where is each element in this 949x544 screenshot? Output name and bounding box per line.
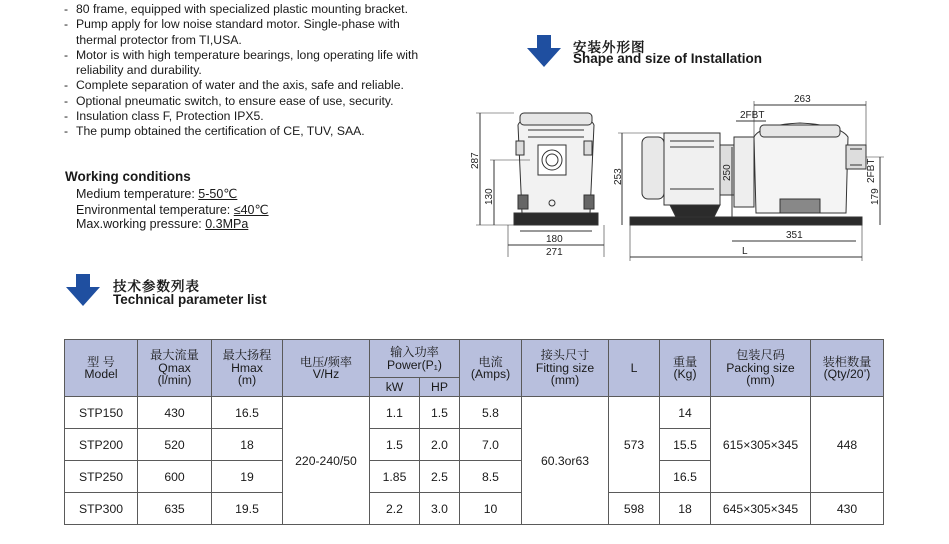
header-amps: 电流 (Amps) bbox=[460, 340, 522, 397]
cell-voltage: 220-240/50 bbox=[283, 397, 370, 525]
dim-287: 287 bbox=[470, 152, 481, 169]
cell-length: 598 bbox=[609, 493, 660, 525]
header-qmax: 最大流量 Qmax (l/min) bbox=[138, 340, 212, 397]
params-title-en: Technical parameter list bbox=[113, 292, 267, 307]
environmental-temperature-label: Environmental temperature: bbox=[76, 203, 234, 217]
cell-kw: 1.1 bbox=[370, 397, 420, 429]
installation-title-zh: 安装外形图 bbox=[573, 40, 646, 55]
cell-kw: 1.85 bbox=[370, 461, 420, 493]
cell-kw: 2.2 bbox=[370, 493, 420, 525]
max-working-pressure bbox=[76, 217, 248, 231]
cell-hp: 2.0 bbox=[420, 429, 460, 461]
arrow-down-icon bbox=[66, 274, 100, 306]
cell-model: STP250 bbox=[65, 461, 138, 493]
pump-front-view bbox=[514, 113, 598, 225]
feature-item: - Motor is with high temperature bearings, long operating life with reliability and durability. bbox=[64, 48, 436, 79]
working-conditions-title: Working conditions bbox=[65, 169, 191, 184]
max-working-pressure-value: 0.3MPa bbox=[205, 217, 249, 231]
dim-263: 263 bbox=[794, 94, 811, 105]
cell-amps: 10 bbox=[460, 493, 522, 525]
dim-180: 180 bbox=[546, 234, 563, 245]
cell-weight: 18 bbox=[660, 493, 711, 525]
header-model: 型 号 Model bbox=[65, 340, 138, 397]
cell-hp: 2.5 bbox=[420, 461, 460, 493]
cell-kw: 1.5 bbox=[370, 429, 420, 461]
dim-2fbt-top: 2FBT bbox=[740, 110, 765, 121]
header-weight: 重量 (Kg) bbox=[660, 340, 711, 397]
feature-item: - Complete separation of water and the axis, safe and reliable. bbox=[64, 78, 436, 93]
header-length: L bbox=[609, 340, 660, 397]
dim-2fbt-side: 2FBT bbox=[866, 158, 877, 183]
environmental-temperature bbox=[76, 202, 269, 217]
cell-fitting: 60.3or63 bbox=[522, 397, 609, 525]
cell-weight: 16.5 bbox=[660, 461, 711, 493]
dim-L: L bbox=[742, 246, 748, 257]
cell-model: STP300 bbox=[65, 493, 138, 525]
environmental-temperature-value: ≤40℃ bbox=[233, 203, 269, 217]
cell-qmax: 520 bbox=[138, 429, 212, 461]
header-hp: HP bbox=[420, 378, 460, 397]
cell-hp: 3.0 bbox=[420, 493, 460, 525]
cell-qmax: 635 bbox=[138, 493, 212, 525]
cell-packing: 645×305×345 bbox=[711, 493, 811, 525]
installation-drawing bbox=[470, 85, 890, 265]
medium-temperature-label: Medium temperature: bbox=[76, 187, 199, 201]
medium-temperature-value: 5-50℃ bbox=[198, 187, 238, 201]
cell-quantity: 430 bbox=[811, 493, 884, 525]
feature-list bbox=[64, 2, 436, 140]
dim-351: 351 bbox=[786, 230, 803, 241]
cell-weight: 14 bbox=[660, 397, 711, 429]
cell-amps: 5.8 bbox=[460, 397, 522, 429]
table-row bbox=[65, 493, 884, 525]
max-working-pressure-label: Max.working pressure: bbox=[76, 217, 206, 231]
header-packing: 包装尺码 Packing size (mm) bbox=[711, 340, 811, 397]
header-power: 输入功率 Power(P₁) bbox=[370, 340, 460, 378]
cell-length: 573 bbox=[609, 397, 660, 493]
header-kw: kW bbox=[370, 378, 420, 397]
parameter-table bbox=[64, 339, 884, 525]
dim-271: 271 bbox=[546, 247, 563, 258]
cell-model: STP200 bbox=[65, 429, 138, 461]
cell-hp: 1.5 bbox=[420, 397, 460, 429]
cell-qmax: 600 bbox=[138, 461, 212, 493]
feature-item: - Optional pneumatic switch, to ensure ease of use, security. bbox=[64, 94, 436, 109]
cell-qmax: 430 bbox=[138, 397, 212, 429]
feature-item: - Insulation class F, Protection IPX5. bbox=[64, 109, 436, 124]
medium-temperature bbox=[76, 186, 237, 201]
cell-amps: 8.5 bbox=[460, 461, 522, 493]
cell-model: STP150 bbox=[65, 397, 138, 429]
header-fitting: 接头尺寸 Fitting size (mm) bbox=[522, 340, 609, 397]
dim-130: 130 bbox=[484, 188, 495, 205]
dim-250: 250 bbox=[722, 164, 733, 181]
cell-hmax: 19.5 bbox=[212, 493, 283, 525]
feature-item: - The pump obtained the certification of CE, TUV, SAA. bbox=[64, 124, 436, 139]
cell-hmax: 19 bbox=[212, 461, 283, 493]
dim-179: 179 bbox=[870, 188, 881, 205]
header-hmax: 最大扬程 Hmax (m) bbox=[212, 340, 283, 397]
feature-item: - 80 frame, equipped with specialized plastic mounting bracket. bbox=[64, 2, 436, 17]
table-row bbox=[65, 397, 884, 429]
pump-side-view bbox=[630, 123, 866, 225]
cell-packing: 615×305×345 bbox=[711, 397, 811, 493]
cell-weight: 15.5 bbox=[660, 429, 711, 461]
feature-item: - Pump apply for low noise standard motor. Single-phase with thermal protector from TI,USA. bbox=[64, 17, 436, 48]
cell-quantity: 448 bbox=[811, 397, 884, 493]
cell-hmax: 16.5 bbox=[212, 397, 283, 429]
arrow-down-icon bbox=[527, 35, 561, 67]
header-quantity: 装柜数量 (Qty/20’) bbox=[811, 340, 884, 397]
installation-title-en: Shape and size of Installation bbox=[573, 51, 763, 66]
cell-hmax: 18 bbox=[212, 429, 283, 461]
cell-amps: 7.0 bbox=[460, 429, 522, 461]
dim-253: 253 bbox=[613, 168, 624, 185]
header-voltage: 电压/频率 V/Hz bbox=[283, 340, 370, 397]
params-title-zh: 技术参数列表 bbox=[113, 279, 200, 294]
